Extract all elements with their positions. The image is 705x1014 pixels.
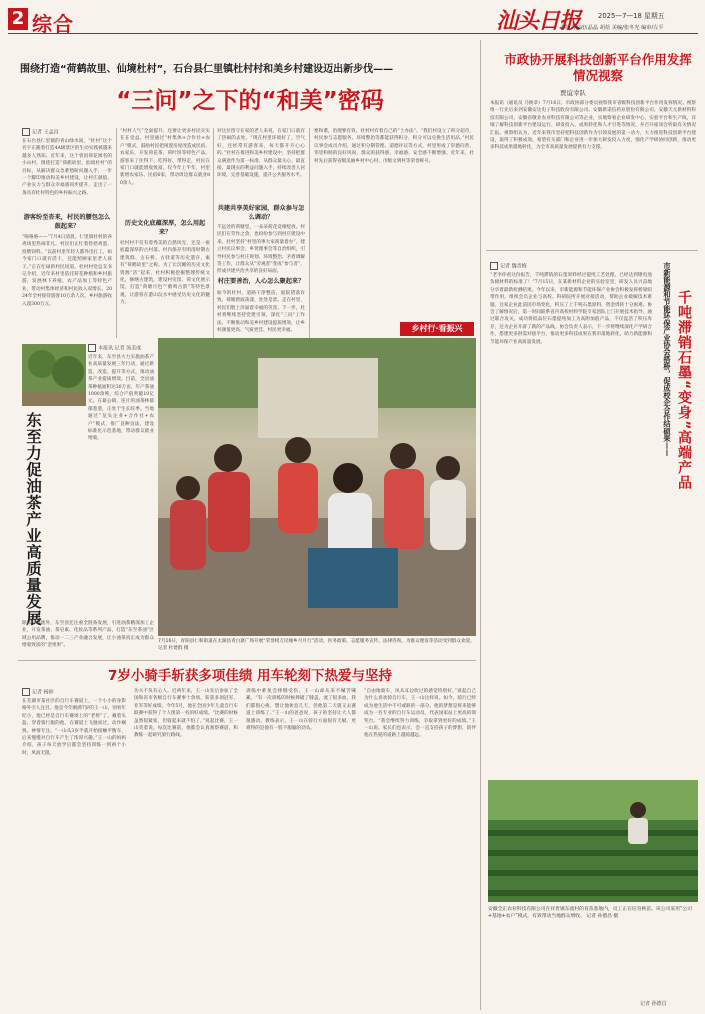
issue-date: 2025—7—18 星期五	[598, 12, 665, 20]
lead-col1-text2: “咯咯咯——”7月4日清晨，仁里镇杜村的养鸡场里热闹非凡。村民们正忙着捡拾鸡蛋、投喂饲料。“以前村里年轻人都外出打工，如今家门口就有活干，还能照顾家里老人孩子。”正在忙碌的村民说道。杜村村党总支书记介绍，近年来村里依托荷花种植和乡村旅游，发展林下养殖、农产品加工等特色产业，带动村集体经济和村民收入双增长。2024年全村接待游客10万余人次，乡村旅游收入超300万元。	[22, 235, 112, 307]
lead-subhead-1: 游客纷至沓来，村民的腰包怎么鼓起来？	[23, 214, 111, 230]
right-photo-caption: 安徽全正农业科技有限公司在祥贵镇东流村的育苗基地内，员工正在培育秧苗。该公司采用“公司+基地+农户”模式，有效带动当地群众增收。 记者 孙德昌 摄	[488, 907, 692, 920]
left-article-headline: 东至力促油茶产业高质量发展	[24, 412, 42, 627]
right-bottom-photo	[488, 780, 698, 902]
lead-title: “三问”之下的“和美”密码	[116, 88, 384, 114]
header-bar	[0, 0, 705, 40]
lead-subhead-2: 历史文化底蕴深厚，怎么用起来？	[124, 220, 206, 236]
lead-byline: 记者 王孟昌	[22, 128, 59, 136]
left-article-text2: 除抓好基地外，东至县还注重全链条发展，引进油茶精深加工企业，开发茶油、茶皂素、化妆品等系列产品，打造“东至茶油”区域公用品牌，推动一二三产业融合发展，让小油茶真正成为群众增收致富的“金果果”。	[22, 621, 154, 649]
col-divider	[309, 128, 310, 338]
bottom-col1: 在芜湖市某社区的自行车赛道上，一个小小的身影格外引人注目。他是今年刚满7岁的王一山，别看年纪小，他已经是自行车赛场上的“老将”了。戴着头盔、穿着骑行服的他，在赛道上飞驰而过，动作娴熟，神情专注。“一山从3岁半就开始接触平衡车，后来慢慢对自行车产生了浓厚兴趣。”王一山的妈妈介绍，孩子每天放学后都会坚持训练一到两个小时，风雨无阻。	[22, 699, 126, 756]
lead-col2-text2: 杜村村不仅有着秀美的自然风光，还是一座底蕴深厚的古村落。村内保存有明清时期古建筑群、古石桥、古驿道等历史遗存，素有“荷鹤故里”之称。为了让沉睡的历史文化资源“活”起来，杜村积极挖掘整理传统文化，修缮古建筑，建设村史馆、荷文化展示馆，打造“荷塘月色”“鹤鸣古韵”等特色景观，让游客在游山玩水中感受历史文化的魅力。	[120, 241, 210, 306]
lead-photo	[158, 338, 476, 636]
bottom-article-byline: 记者 杨婷	[22, 688, 54, 696]
column-banner: 乡村行·看振兴	[400, 322, 474, 336]
col-divider	[213, 128, 214, 338]
lead-col3-text3: 如今的杜村，道路干净整洁，庭院错落有致，荷塘碧波荡漾，处处是景。走在村里，村民们脸上洋溢着幸福的笑容。下一步，杜村将继续坚持党建引领，深化“三问”工作法，不断推动和美乡村建设提质增效，让乡村颜值更高、气质更佳、村民更幸福。	[217, 291, 305, 334]
lead-kicker: 围绕打造“荷鹤故里、仙境杜村”，石台县仁里镇杜村村和美乡村建设迈出新步伐——	[20, 64, 394, 75]
bottom-col4: “自由地骑车，风从耳边吹过的感觉特别好。”谈起自己为什么喜欢骑自行车，王一山这样说。如今，骑行已经成为他生活中不可或缺的一部分。他的梦想是将来能够成为一名专业的自行车运动员，代表国家站上更高的领奖台。“我会继续努力训练，争取拿到更好的成绩。”王一山说。家长们也表示，会一直支持孩子的梦想，陪伴他在热爱的道路上越骑越远。	[364, 689, 476, 739]
right-section-rule	[486, 250, 698, 251]
left-article-text: 近年来，东至县大力实施油茶产业高质量发展三年行动，通过新造、改造、提升等方式，推动油茶产业提质增效。目前，全县油茶种植面积达30万亩，年产茶油1000余吨，综合产值突破10亿元。在葛公镇，连片的油茶林郁郁葱葱，正处于生长旺季。当地通过“龙头企业+合作社+农户”模式，推广良种良法，建设标准化示范基地，带动群众就业增收。	[88, 355, 154, 442]
bottom-col3: 训练中难免会摔倒受伤，王一山却从来不喊苦喊累。“有一次训练的时候摔破了膝盖，流了很多血，我们都很心疼，想让他休息几天，但他第二天就又去赛道上训练了。”王一山的爸爸说，孩子的坚持让大人都很感动。教练表示，王一山在骑行方面很有天赋，更难得的是他有一股不服输的劲头。	[246, 689, 356, 732]
lead-col4-text: 要和谐，治理要有效。杜村村有着自己的“土办法”。“我们村设立了积分超市，村民参与志愿服务、环境整治等都能获得积分，积分可以兑换生活用品。”村民议事会成员介绍，通过积分制管理、道德评议等方式，村里形成了崇德向善、邻里和睦的良好风尚，群众的获得感、幸福感、安全感不断增强。近年来，杜村先后获得省级美丽乡村中心村、市级文明村等荣誉称号。	[314, 129, 474, 164]
masthead-logo: 汕头日报	[496, 8, 581, 34]
bottom-section-rule	[18, 660, 476, 661]
lead-col3-text2: 不远处的荷塘里，一朵朵荷花竞相绽放。村民们在劳作之余，也纷纷参与到村庄建设中来。杜村坚持“村里的事大家商量着办”，建立村民议事会、乡贤理事会等自治组织，引导村民参与村庄规划、环境整治、矛盾调解等工作，让群众从“旁观者”变成“参与者”，形成共建共治共享的良好局面。	[217, 225, 305, 275]
right-article-title: 市政协开展科技创新平台作用发挥情况视察	[504, 52, 692, 83]
right-column-divider	[480, 40, 481, 1010]
bottom-col2: 功夫不负有心人。近两年来，王一山先后参加了全国和省市各级自行车赛事十余场，斩获多项冠军、亚军等好成绩。今年5月，他在全国少年儿童自行车联赛中获得了个人组第一名的好成绩。“比赛的时候虽然很紧张，但骑起来就不怕了。”说起比赛，王一山笑着说。每次比赛前，他都会认真观察赛道，和教练一起研究骑行路线。	[134, 689, 238, 739]
bottom-article-title: 7岁小骑手斩获多项佳绩 用车轮刻下热爱与坚持	[107, 668, 393, 684]
lead-col1-text: 在石台县仁里镇的青山绿水间，“杜村”这个名字正随着打造4A级景区的生动实践被越来越多人熟知。近年来，这个曾因荷花闻名的小山村，围绕打造“荷鹤故里、仙境杜村”的目标，从解决群众急难愁盼问题入手，一步一个脚印推动和美乡村建设，让村庄颜值、产业实力与群众幸福感同步提升，走出了一条具有杜村特色的乡村振兴之路。	[22, 139, 112, 196]
lead-col3-text: 对这位留守在家的老人来说，在家门口就有了热闹的去处。“现在村里环境好了，空气好，还经常有游客来，每天都开开心心的。”杜村在推进和美乡村建设中，坚持把群众满意作为第一标准，从群众最关心、最直接、最现实的利益问题入手，持续改善人居环境，完善基础设施，提升公共服务水平。	[217, 129, 305, 179]
right-vert-byline: 记者 魏青梅	[490, 262, 527, 270]
left-article-photo	[22, 344, 86, 406]
col-divider	[116, 128, 117, 338]
lead-subhead-4: 村庄要善治，人心怎么聚起来？	[217, 278, 305, 285]
right-article-byline: 贾谊幸队	[560, 89, 586, 97]
right-vert-headline: 千吨滞销石墨“变身”高端产品	[676, 290, 692, 491]
right-article-text: 本报讯（通讯员 马焕章）7月16日，市政协部分委员视察我市省级科技创新平台作用发挥情况。视察组一行先后来到安徽安达电子科技股份有限公司、安徽新诺信药业股份有限公司、安徽天元新材料科技有限公司、安徽省敬业农业科技有限公司等企业，实地察看企业研发中心、实验平台和生产线，详细了解科技创新平台建设运行、研发投入、成果转化和人才引进等情况，并召开座谈会听取有关情况汇报。视察组认为，近年来我市坚持把科技创新作为引领发展的第一动力，大力推进科技创新平台建设，取得了积极成效。希望有关部门和企业进一步加大研发投入力度，强化产学研协同创新，推动更多科技成果就地转化，为全市高质量发展提供有力支撑。	[490, 101, 696, 151]
left-article-byline: 本报讯 记者 汤美成	[88, 344, 141, 352]
right-vert-text: “老李你看这份报告，千吨滞销的石墨原料经过提纯工艺处理，已经达到锂电池负极材料的标准了！”7月15日，在某新材料企业的实验室里，研发人员兴奋地分享着最新检测结果。今年以来，市新能源和节能环保产业协会积极发挥桥梁纽带作用，组织会员企业与高校、科研院所开展对接活动，帮助企业破解技术难题。这家企业此前因市场变化，积压了上千吨石墨原料，资金周转十分困难。协会了解情况后，第一时间联系省内高校材料学院专家团队上门开展技术指导，通过联合攻关，成功将低品位石墨提纯加工为高附加值产品，不仅盘活了积压库存，还为企业开辟了新的产品线。协会负责人表示，下一步将继续深化产学研合作，搭建更多供需对接平台，推动更多科技成果在我市落地转化，助力新能源和节能环保产业高质量发展。	[490, 273, 652, 345]
lead-col2-text: “村村人气”全面提升，还要让更多村民实实在在受益。村里通过“村集体+合作社+农户”模式，鼓励村民把闲置房屋改造成民宿、农家乐，开发荷花茶、荷叶饼等特色产品。游客来了住得下、吃得好、带得走，村民在家门口就能增收致富。仅今年上半年，村里新增农家乐、民宿6家，带动周边群众就业80余人。	[120, 129, 210, 186]
editors-line: 本版责编/伍晶晶 胡蓓 美编/张冬光 编审/左平	[560, 25, 664, 31]
lead-subhead-3: 共建共享美好家园，群众参与怎么调动？	[217, 205, 305, 221]
header-rule	[8, 33, 698, 34]
right-photo-credit: 记者 孙德昌	[640, 1001, 667, 1007]
right-vert-kicker: 市新能源和节能环保产业协会搭桥，促成校企合作结硕果——	[663, 262, 672, 457]
section-title: 综合	[32, 12, 74, 36]
photo-caption: 7月16日，青阳县仁和街道在太湖县青白寨广场开展“荣誉榜万民缘乡月月行”活动，医务政策、志愿服务宣传、法律咨询、为群众理发等活动受到群众欢迎。 记者 杜建群 摄	[158, 639, 475, 651]
page-number-badge: 2	[8, 8, 28, 30]
